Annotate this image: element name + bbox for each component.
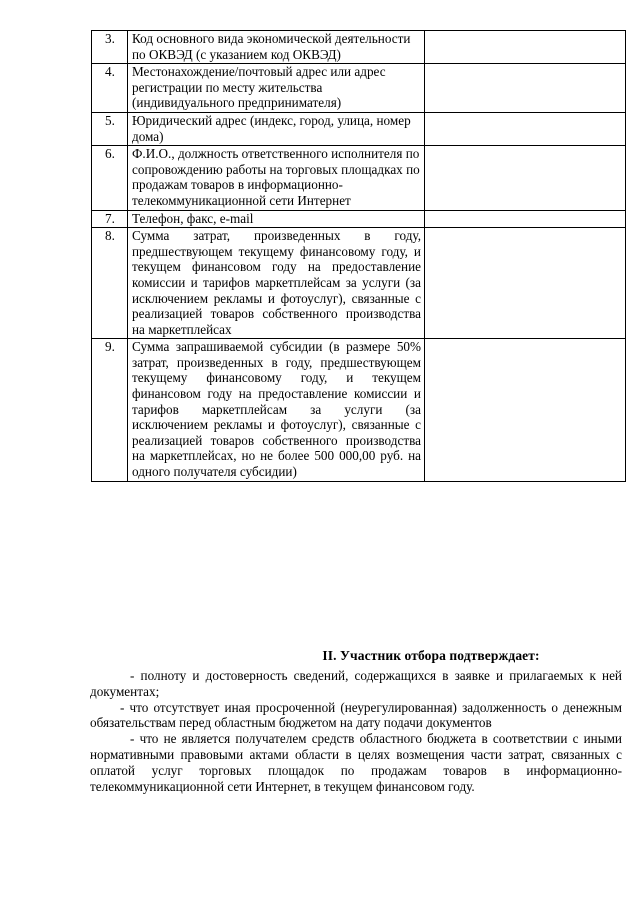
confirmation-item: - полноту и достоверность сведений, содержащихся в заявке и прилагаемых к ней документах; (90, 668, 622, 699)
row-number: 9. (92, 339, 128, 481)
row-number: 7. (92, 210, 128, 228)
row-description: Местонахождение/почтовый адрес или адрес регистрации по месту жительства (индивидуального предпринимателя) (128, 64, 425, 113)
confirmation-item: - что не является получателем средств областного бюджета в соответствии с иными нормативными правовыми актами области в целях возмещения части затрат, связанных с оплатой услуг торговых площадок по продажам товаров в информационно-телекоммуникационной сети Интернет, в текущем финансовом году. (90, 731, 622, 794)
row-description: Юридический адрес (индекс, город, улица, номер дома) (128, 112, 425, 145)
table-row (92, 64, 626, 113)
row-value-cell[interactable] (425, 64, 626, 113)
row-description: Телефон, факс, e-mail (128, 210, 425, 228)
row-number: 4. (92, 64, 128, 113)
table-row (92, 146, 626, 210)
row-description: Сумма запрашиваемой субсидии (в размере 50% затрат, произведенных в году, предшествующем текущему финансовому году, и текущем финансовом году на предоставление комиссии и тарифов маркетплейсам за услуги (за исключением рекламы и фотоуслуг), связанные с реализацией товаров собственного производства на маркетплейсах, но не более 500 000,00 руб. на одного получателя субсидии) (128, 339, 425, 481)
table-row (92, 31, 626, 64)
row-value-cell[interactable] (425, 210, 626, 228)
row-number: 3. (92, 31, 128, 64)
confirmation-section (90, 648, 622, 794)
row-description: Ф.И.О., должность ответственного исполнителя по сопровождению работы на торговых площадках по продажам товаров в информационно-телекоммуникационной сети Интернет (128, 146, 425, 210)
row-value-cell[interactable] (425, 339, 626, 481)
confirmation-item: - что отсутствует иная просроченной (неурегулированная) задолженность о денежным обязательствам перед областным бюджетом на дату подачи документов (90, 699, 622, 731)
table-row (92, 210, 626, 228)
row-number: 8. (92, 228, 128, 339)
row-description: Код основного вида экономической деятельности по ОКВЭД (с указанием код ОКВЭД) (128, 31, 425, 64)
row-value-cell[interactable] (425, 146, 626, 210)
table-row (92, 339, 626, 481)
application-form-table (91, 30, 626, 482)
row-description: Сумма затрат, произведенных в году, предшествующем текущему финансовому году, и текущем финансовом году на предоставление комиссии и тарифов маркетплейсам за услуги (за исключением рекламы и фотоуслуг), связанные с реализацией товаров собственного производства на маркетплейсах (128, 228, 425, 339)
table-row (92, 112, 626, 145)
row-value-cell[interactable] (425, 228, 626, 339)
row-number: 6. (92, 146, 128, 210)
row-value-cell[interactable] (425, 31, 626, 64)
row-value-cell[interactable] (425, 112, 626, 145)
table-row (92, 228, 626, 339)
section-heading: II. Участник отбора подтверждает: (322, 648, 540, 663)
row-number: 5. (92, 112, 128, 145)
